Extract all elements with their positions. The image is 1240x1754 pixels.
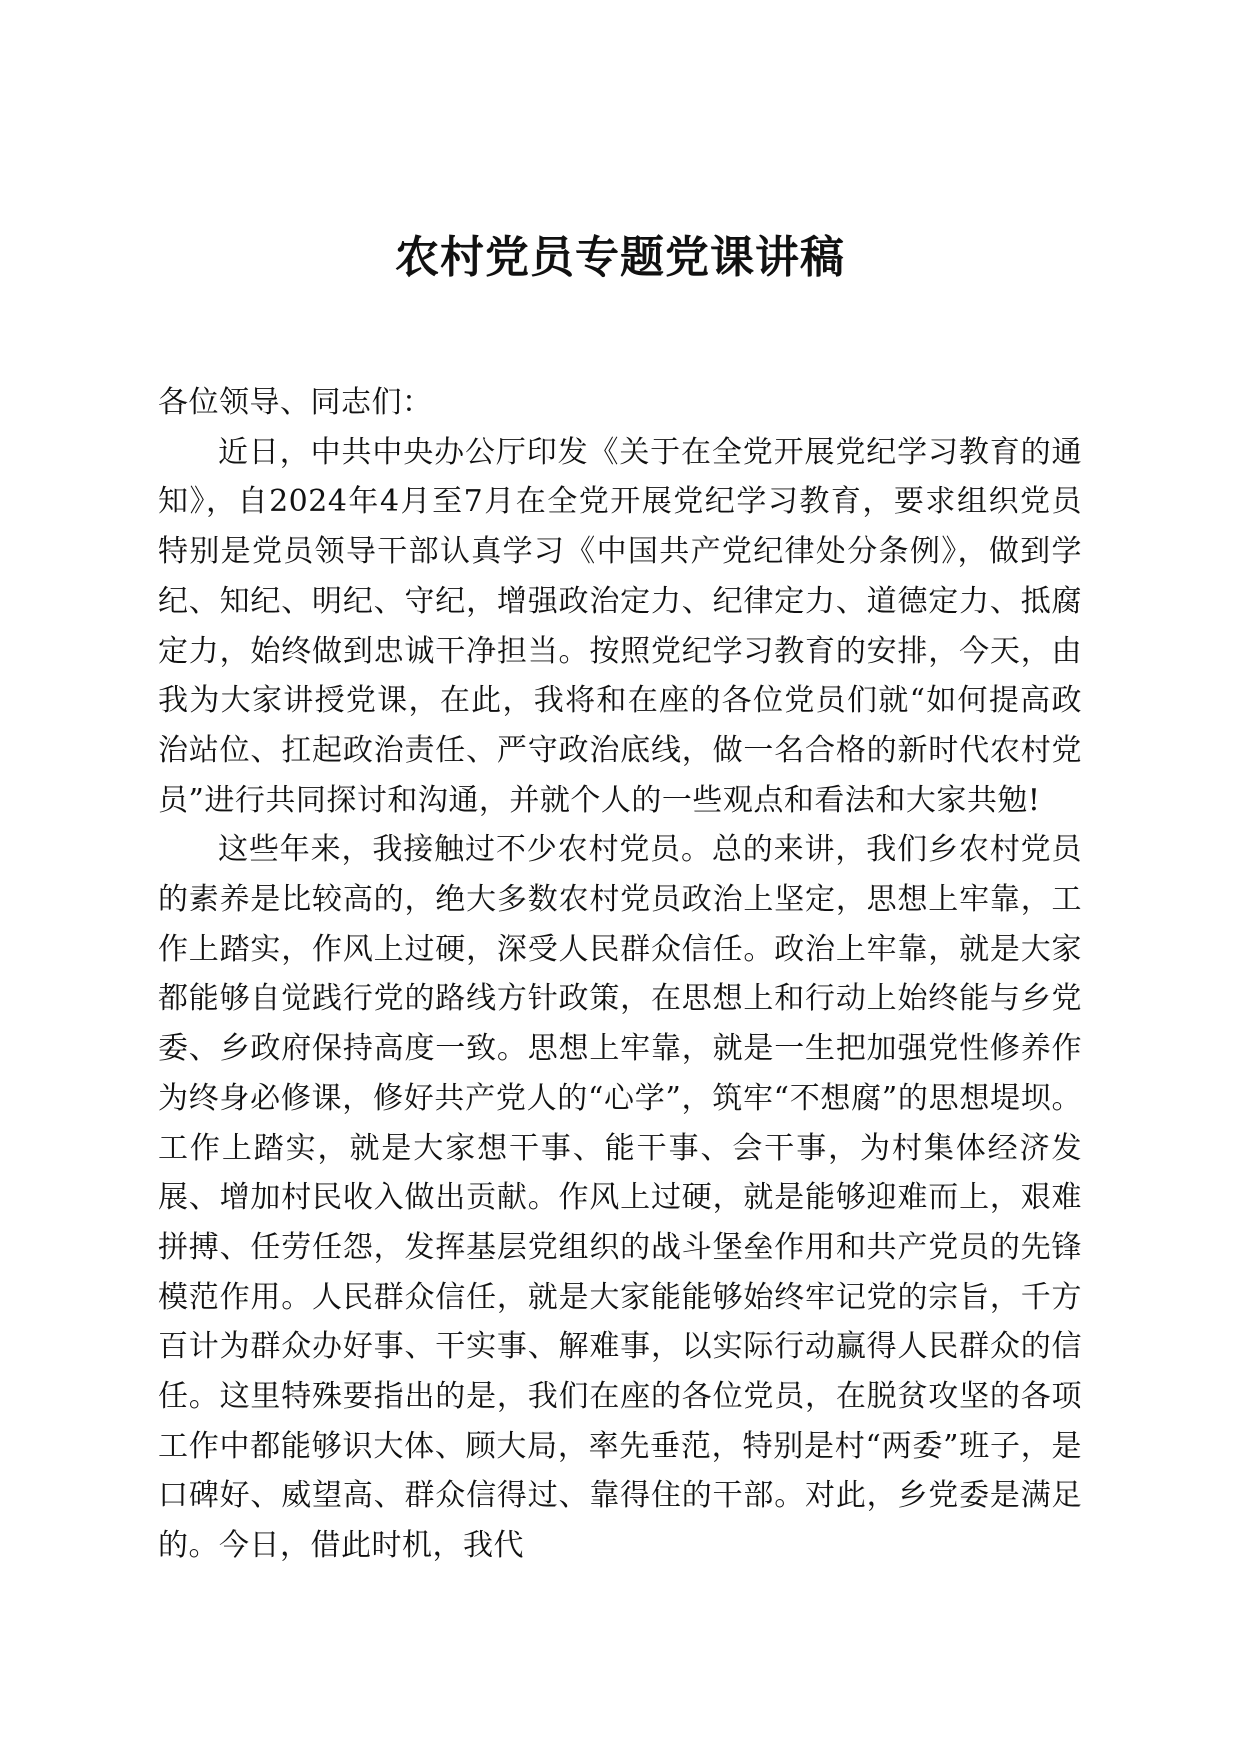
paragraph-intro: 近日，中共中央办公厅印发《关于在全党开展党纪学习教育的通知》，自2024年4月至7月在全党开展党纪学习教育，要求组织党员特别是党员领导干部认真学习《中国共产党纪律处分条例》，做到学纪、知纪、明纪、守纪，增强政治定力、纪律定力、道德定力、抵腐定力，始终做到忠诚干净担当。按照党纪学习教育的安排，今天，由我为大家讲授党课，在此，我将和在座的各位党员们就“如何提高政治站位、扛起政治责任、严守政治底线，做一名合格的新时代农村党员”进行共同探讨和沟通，并就个人的一些观点和看法和大家共勉! [158, 434, 1082, 818]
document-body [158, 378, 1082, 1571]
paragraph-rural-party-members: 这些年来，我接触过不少农村党员。总的来讲，我们乡农村党员的素养是比较高的，绝大多数农村党员政治上坚定，思想上牢靠，工作上踏实，作风上过硬，深受人民群众信任。政治上牢靠，就是大家都能够自觉践行党的路线方针政策，在思想上和行动上始终能与乡党委、乡政府保持高度一致。思想上牢靠，就是一生把加强党性修养作为终身必修课，修好共产党人的“心学”，筑牢“不想腐”的思想堤坝。工作上踏实，就是大家想干事、能干事、会干事，为村集体经济发展、增加村民收入做出贡献。作风上过硬，就是能够迎难而上，艰难拼搏、任劳任怨，发挥基层党组织的战斗堡垒作用和共产党员的先锋模范作用。人民群众信任，就是大家能能够始终牢记党的宗旨，千方百计为群众办好事、干实事、解难事，以实际行动赢得人民群众的信任。这里特殊要指出的是，我们在座的各位党员，在脱贫攻坚的各项工作中都能够识大体、顾大局，率先垂范，特别是村“两委”班子，是口碑好、威望高、群众信得过、靠得住的干部。对此，乡党委是满足的。今日，借此时机，我代 [158, 832, 1082, 1564]
salutation: 各位领导、同志们： [158, 385, 433, 420]
document-title: 农村党员专题党课讲稿 [395, 232, 845, 283]
